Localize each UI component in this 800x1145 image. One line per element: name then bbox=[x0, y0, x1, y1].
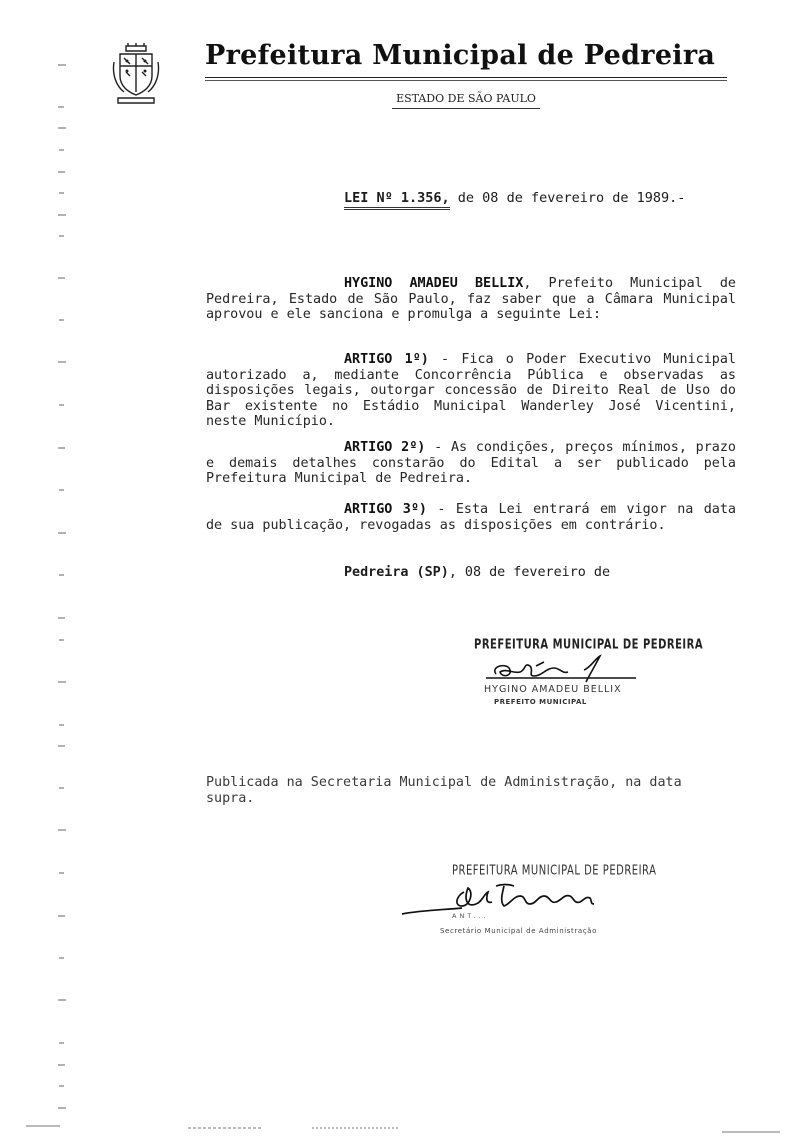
header-rule bbox=[205, 77, 727, 78]
mayor-stamp-text: PREFEITURA MUNICIPAL DE PEDREIRA bbox=[474, 638, 704, 653]
preamble-paragraph bbox=[206, 276, 736, 323]
header-title: Prefeitura Municipal de Pedreira bbox=[205, 40, 716, 71]
article-1-text: - Fica o Poder Executivo Municipal autorizado a, mediante Concorrência Pública e observadas as disposições legais, outorgar concessão de Direito Real de Uso do Bar existente no Estádio Municipal Wanderley José Vicentini, neste Município. bbox=[206, 352, 736, 429]
article-3-text: - Esta Lei entrará em vigor na data de sua publicação, revogadas as disposições em contrário. bbox=[206, 502, 736, 533]
closing-date: , 08 de fevereiro de bbox=[448, 565, 611, 580]
preamble-text: , Prefeito Municipal de Pedreira, Estado de São Paulo, faz saber que a Câmara Municipal aprovou e ele sanciona e promulga a seguinte Lei: bbox=[206, 276, 736, 322]
mayor-printed-role: PREFEITO MUNICIPAL bbox=[494, 698, 587, 706]
state-subtitle: ESTADO DE SÃO PAULO bbox=[396, 92, 536, 105]
article-3-label: ARTIGO 3º) bbox=[344, 502, 427, 517]
law-number: LEI Nº 1.356, bbox=[344, 190, 450, 210]
secretary-stamp-text: PREFEITURA MUNICIPAL DE PEDREIRA bbox=[452, 864, 657, 879]
secretary-handwritten-signature bbox=[398, 872, 638, 924]
article-3-paragraph bbox=[206, 502, 736, 533]
secretary-printed-name: ANT... bbox=[452, 912, 489, 920]
law-date: de 08 de fevereiro de 1989.- bbox=[449, 190, 686, 206]
article-2-text: - As condições, preços mínimos, prazo e demais detalhes constarão do Edital a ser publicado pela Prefeitura Municipal de Pedreira. bbox=[206, 440, 736, 486]
article-2-paragraph bbox=[206, 440, 736, 487]
article-2-label: ARTIGO 2º) bbox=[344, 440, 426, 455]
publication-note: Publicada na Secretaria Municipal de Administração, na data supra. bbox=[206, 775, 682, 806]
bottom-scan-marks bbox=[0, 1120, 800, 1140]
mayor-name-inline: HYGINO AMADEU BELLIX bbox=[344, 276, 524, 291]
law-title bbox=[344, 190, 685, 206]
closing-place-date bbox=[344, 565, 610, 580]
header-rule-secondary bbox=[205, 80, 727, 81]
article-1-label: ARTIGO 1º) bbox=[344, 352, 429, 367]
closing-place: Pedreira (SP) bbox=[344, 565, 449, 580]
margin-scan-marks bbox=[44, 40, 74, 1140]
article-1-paragraph bbox=[206, 352, 736, 430]
state-underline bbox=[392, 108, 540, 109]
mayor-printed-name: HYGINO AMADEU BELLIX bbox=[484, 684, 622, 695]
secretary-printed-role: Secretário Municipal de Administração bbox=[440, 927, 597, 935]
